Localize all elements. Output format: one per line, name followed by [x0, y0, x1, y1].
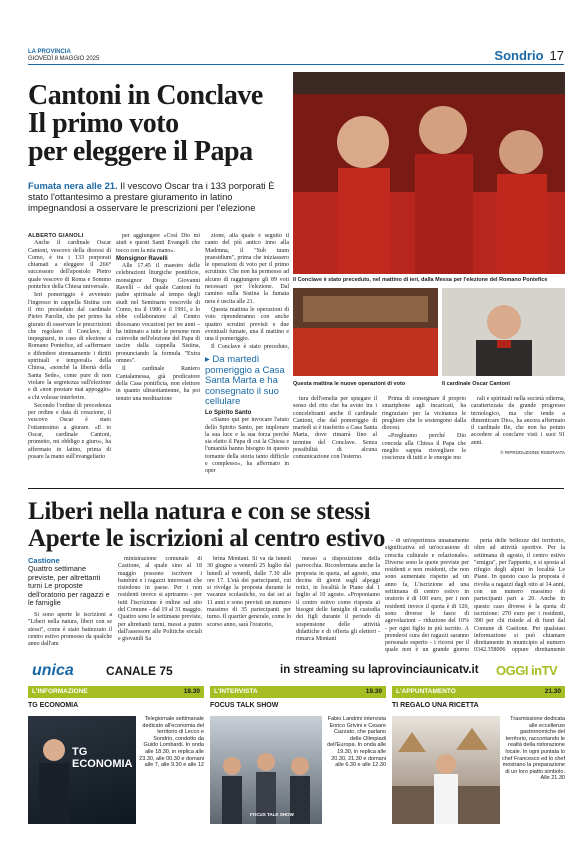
- story1-col5: [293, 396, 377, 463]
- talk-show-illustration: [210, 716, 322, 824]
- story2-col6: [474, 538, 565, 654]
- subhead: Lo Spirito Santo: [205, 410, 252, 416]
- paragraph: - di un'esperienza umanamente significativa ed un'occasione di crescita culturale e relazionale». Diverse sono le quote previste per residenti e non residenti, che non sono aumentate rispetto ad un anno fa, L'iscrizione ad una settimana di centro estivo in oratorio è di 100 euro, per i non residenti invece il quota è di 120, sono diverse le fasce di agevolazioni – riduzione del 10% - per ogni figlio in più iscritto. A prendersi cura dei ragazzi saranno personale esperto - i ricorsi per il quale non è un grande giorno: [385, 538, 469, 654]
- paragraph: Anche il cardinale Oscar Cantoni, vescovo della diocesi di Como, è tra i 133 porporati chiamati a eleggere il 266° successore dell'apostolo Pietro quale vescovo di Roma e Sommo pontefice della Chiesa universale.: [28, 240, 111, 291]
- show-title: TI REGALO UNA RICETTA: [392, 702, 479, 709]
- tv-slot-3-blurb: Trasmissione dedicata alle eccellenze gastronomiche del territorio, raccontando le realtà della ristorazione locale. In ogni puntata lo chef Francesco ed lo chef mostrano la preparazione di un loro piatto simbolo. Alle 21.30: [502, 716, 565, 782]
- tv-brand-logo: unica: [32, 662, 74, 679]
- byline: ALBERTO GIANOLI: [28, 233, 84, 239]
- story1-col2: [116, 233, 200, 404]
- credit: © RIPRODUZIONE RISERVATA: [500, 450, 565, 456]
- paragraph: ministrazione comunale di Castione, al quale sino al 18 maggio possono iscrivere i bambini e i ragazzi interessati che risiedono in paese. Per i non residenti invece si apriranno - per tutti l'iscrizione è online sul sito del Comune - dal 19 al 31 maggio. Quattro sono le settimane previste, per altrettanti turni, messi a punto dall'assessore alle Politiche sociali e giovanili Sa: [118, 556, 202, 643]
- main-photo: [293, 72, 565, 274]
- section-name: Sondrio: [494, 48, 544, 63]
- story1-col4: [205, 410, 289, 477]
- paragraph: Ieri pomeriggio è avvenuto l'ingresso in cappella Sistina con il rito presieduto dal cardinale Pietro Parolin, che per primo ha giurato di osservare le prescrizioni che regolano il Conclave, di impegnarsi, in caso di elezione a Romano Pontefice, ad «affermare e difendere strenuamente i diritti spirituali e temporali» della Chiesa, «nonché la libertà della Santa Sede», come pure di non violare la segretezza sull'elezione e di «non prestare mai appoggio» a chi volesse interferire.: [28, 292, 111, 401]
- paragraph: «Siamo qui per invocare l'aiuto dello Spirito Santo, per implorare la sua luce e la sua forza perché sia eletto il Papa di cui la Chiesa e l'umanità hanno bisogno in questo tornante della storia tanto difficile e complesso», ha affermato in oper: [205, 417, 289, 475]
- deck-text: Il vescovo Oscar tra i 133 porporati È stato l'ottantesimo a prestare giuramento in latino impegnandosi a osservare le prescrizioni per l'elezione: [28, 180, 275, 213]
- paper-name: LA PROVINCIA: [28, 49, 71, 55]
- chef-kitchen-illustration: [392, 716, 500, 824]
- tv-slot-2-blurb: Fabio Landrini intervista Enrico Grivini e Cesare Cazzato, che parlano delle Olimpiadi dell'Europa. In onda alle 19.30, in replica alle 20.30, 21.30 e domani alle 6.30 e alle 12.30: [327, 716, 386, 769]
- paragraph: Alle 17.45 il maestro delle celebrazioni liturgiche pontificie, monsignor Diego Giovanni Ravelli – del quale Cantoni fu padre spirituale al tempo degli studi nel Seminario vescovile di Como, tra il 1986 e il 1991, e lo ebbe collaboratore al Centro diocesano vocazioni per tre anni – ha intimato a tutte le persone non coinvolte nell'elezione del Papa di uscire dalla cappella Sistina, pronunciando la formula "Extra omnes".: [116, 263, 200, 365]
- slot-strip: [392, 686, 565, 698]
- headline-line: Liberi nella natura e con se stessi: [28, 498, 371, 525]
- slot-time: 19.30: [365, 688, 382, 695]
- paragraph-text: perta delle bellezze del territorio, oltre ad attività sportive. Per la settimana di agosto, il centro estivo "emigra", per l'appunto, e si sposta al rifugio degli alpini in località Le Piane. In questo caso la proposta è rivolta a ragazzi dagli otto ai 14 anni, con un numero massimo di partecipanti pari a 20. Anche in questo caso diverse è la quota di iscrizione: 270 euro per i residenti, 390 per chi risiede al di fuori dal Comune di Castione. Per qualsiasi informazione si può chiamare direttamente in municipio al numero 0342.358006 oppure direttamente: [474, 538, 565, 654]
- story1-deck: [28, 180, 290, 213]
- paragraph: messo a disposizione della parrocchia. Riconfermata anche la proposta in quota, ad agosto, una decina di giorni sugli alpeggi retici, in località le Piane dal 1 luglio al 10 agosto. «Proponiamo il centro estivo come risposta ai bisogni delle famiglie di custodia dei figli durante il periodo di sospensione delle attività didattiche e di offerta gli elettori - rimarca Montani: [296, 556, 380, 643]
- headline-line: Aperte le iscrizioni al centro estivo: [28, 525, 386, 552]
- paragraph: «Preghiamo perché Dio conceda alla Chiesa il Papa che meglio sappia risvegliare le coscienze di tutti e le energie mo: [382, 433, 466, 462]
- paragraph: zione, alla quale è seguito il canto del più antico inno alla Madonna, il "Sub tuum praesidium", prima che iniziassero le operazioni di voto per il primo scrutinio. Che non ha permesso ad alcuno di raggiungere gli 89 voti necessari per l'elezione. Dal camino sulla Sistina la fumata nera è uscita alle 21.: [205, 233, 289, 305]
- screen-overlay-text: FOCUS TALK SHOW: [250, 812, 294, 817]
- show-title: FOCUS TALK SHOW: [210, 702, 279, 709]
- story1-col7: [471, 396, 565, 456]
- issue-date: GIOVEDÌ 8 MAGGIO 2025: [28, 56, 100, 62]
- paragraph: Secondo l'ordine di precedenza per ordine e data di creazione, il vescovo Oscar è stato l'ottantesimo a giurare. «E io Oscar, cardinale Cantoni, prometto, mi obbligo e giuro», ha affermato in latino, prima di posare la mano sull'evangeliario: [28, 402, 111, 460]
- pull-quote: [205, 355, 289, 408]
- tv-slot-2-image: [210, 716, 322, 824]
- story1-col3: [205, 233, 289, 351]
- paragraph: rali e spirituali nella società odierna, caratterizzata da grande progresso tecnologico, ma che tende a dimenticare Dio», ha ancora affermato il cardinale Re, che non ha potuto accedere al conclave visti i suoi 91 anni.: [471, 396, 565, 446]
- tv-slot-1-blurb: Telegiornale settimanale dedicato all'economia del territorio di Lecco e Sondrio, condotto da Guido Lombardi. In onda alle 18.30, in replica alle 23.30, alle 00.30 e domani alle 7, alle 9.30 e alle 12: [139, 716, 204, 769]
- headline-line: Il primo voto: [28, 108, 179, 139]
- lead-text: Quattro settimane previste, per altrettanti turni Le proposte dell'oratorio per ragazzi e le famiglie: [28, 564, 110, 608]
- story-divider: [28, 488, 564, 489]
- paragraph: per aggiungere «Così Dio mi aiuti e questi Santi Evangeli che tocco con la mia mano».: [116, 233, 200, 254]
- paragraph: Si sono aperte le iscrizioni a "Liberi nella natura, liberi con se stessi", come è stato battezzato il centro estivo promosso da qualche anno dall'am: [28, 611, 112, 648]
- sistine-illustration: [293, 288, 438, 376]
- story2-lead-block: [28, 556, 112, 648]
- paragraph: Questa mattina le operazioni di voto riprenderanno con anche quattro scrutini previsti e due eventuali fumate, una il mattino e una il pomeriggio.: [205, 306, 289, 343]
- sistine-photo: [293, 288, 438, 376]
- tv-streaming-link[interactable]: in streaming su laprovinciaunicatv.it: [280, 664, 479, 676]
- quote-arrow-icon: ▸: [205, 354, 210, 365]
- presenter-figure: [36, 736, 72, 824]
- deck-lead: Fumata nera alle 21.: [28, 180, 118, 191]
- cantoni-photo: [442, 288, 565, 376]
- photo-caption-left: Questa mattina le nuove operazioni di voto: [293, 381, 406, 387]
- tv-channel: CANALE 75: [106, 664, 173, 678]
- headline-line: per eleggere il Papa: [28, 136, 253, 167]
- tv-slot-2: [210, 686, 386, 709]
- oggi-in-tv-logo: OGGI inTV: [496, 663, 558, 678]
- paragraph: brina Montani. Si va da lunedì 30 giugno a venerdì 25 luglio dal lunedì al venerdì, dalle 7.30 alle ore 17. L'età dei partecipanti, cui si rivolge la proposta durante le vacanze scolastiche, va dai sei ai 11 anni e sono previsti un numero massimo di 35 partecipanti per turno. Il quartier generale, come lo scorso anno, sarà l'oratorio,: [207, 556, 291, 628]
- story2-col2: [118, 556, 202, 654]
- show-title: TG ECONOMIA: [28, 702, 79, 709]
- slot-category: L'INFORMAZIONE: [32, 688, 88, 695]
- story2-col3: [207, 556, 291, 654]
- story2-col5: [385, 538, 469, 654]
- photo-caption-right: Il cardinale Oscar Cantoni: [442, 381, 510, 387]
- location-tag: Castione: [28, 556, 60, 565]
- slot-strip: [28, 686, 204, 698]
- slot-time: 21.30: [544, 688, 561, 695]
- masthead-left: [28, 49, 99, 63]
- subhead: Monsignor Ravelli: [116, 255, 168, 262]
- tv-slot-3: [392, 686, 565, 709]
- main-photo-caption: Il Conclave è stato preceduto, nel mattino di ieri, dalla Messa per l'elezione del Romano Pontefice: [293, 277, 548, 283]
- tv-slot-1: [28, 686, 204, 709]
- story2-col4: [296, 556, 380, 654]
- cardinals-illustration: [293, 72, 565, 274]
- paragraph: Il Conclave è stato preceduto,: [211, 344, 289, 351]
- quote-text: Da martedì pomeriggio a Casa Santa Marta e ha consegnato il suo cellulare: [205, 354, 285, 407]
- screen-overlay-text: TG ECONOMIA: [72, 746, 133, 770]
- section-header: [494, 48, 564, 63]
- paragraph: Il cardinale Raniero Cantalamessa, già predicatore della Casa pontificia, non elettore in quanto ultraottantenne, ha poi tenuto una meditazione: [116, 366, 200, 402]
- story1-col1: [28, 233, 111, 462]
- paragraph: [474, 538, 565, 654]
- slot-time: 18.30: [183, 688, 200, 695]
- slot-category: L'APPUNTAMENTO: [396, 688, 456, 695]
- paragraph: Prima di consegnare il proprio smartphone agli incaricati, ha ringraziato per la vicinanza le preghiere che lo sostengono dalla diocesi.: [382, 396, 466, 432]
- cantoni-portrait: [442, 288, 565, 376]
- slot-category: L'INTERVISTA: [214, 688, 258, 695]
- slot-strip: [210, 686, 386, 698]
- paragraph: tura dell'omelia per spiegare il senso del rito che ha avuto tra i concelebranti anche il cardinale Cantoni, che dal pomeriggio di martedì si è trasferito a Casa Santa Marta, dove rimarrà fino al termine del Conclave. Senza possibilità di alcuna comunicazione con l'esterno.: [293, 396, 377, 461]
- story1-headline: [28, 82, 293, 166]
- header-rule: [28, 64, 564, 65]
- page-number: 17: [549, 48, 564, 63]
- tv-banner: [28, 660, 564, 682]
- tv-slot-3-image: [392, 716, 500, 824]
- tv-slot-1-image: [28, 716, 136, 824]
- headline-line: Cantoni in Conclave: [28, 80, 263, 111]
- story1-col6: [382, 396, 466, 464]
